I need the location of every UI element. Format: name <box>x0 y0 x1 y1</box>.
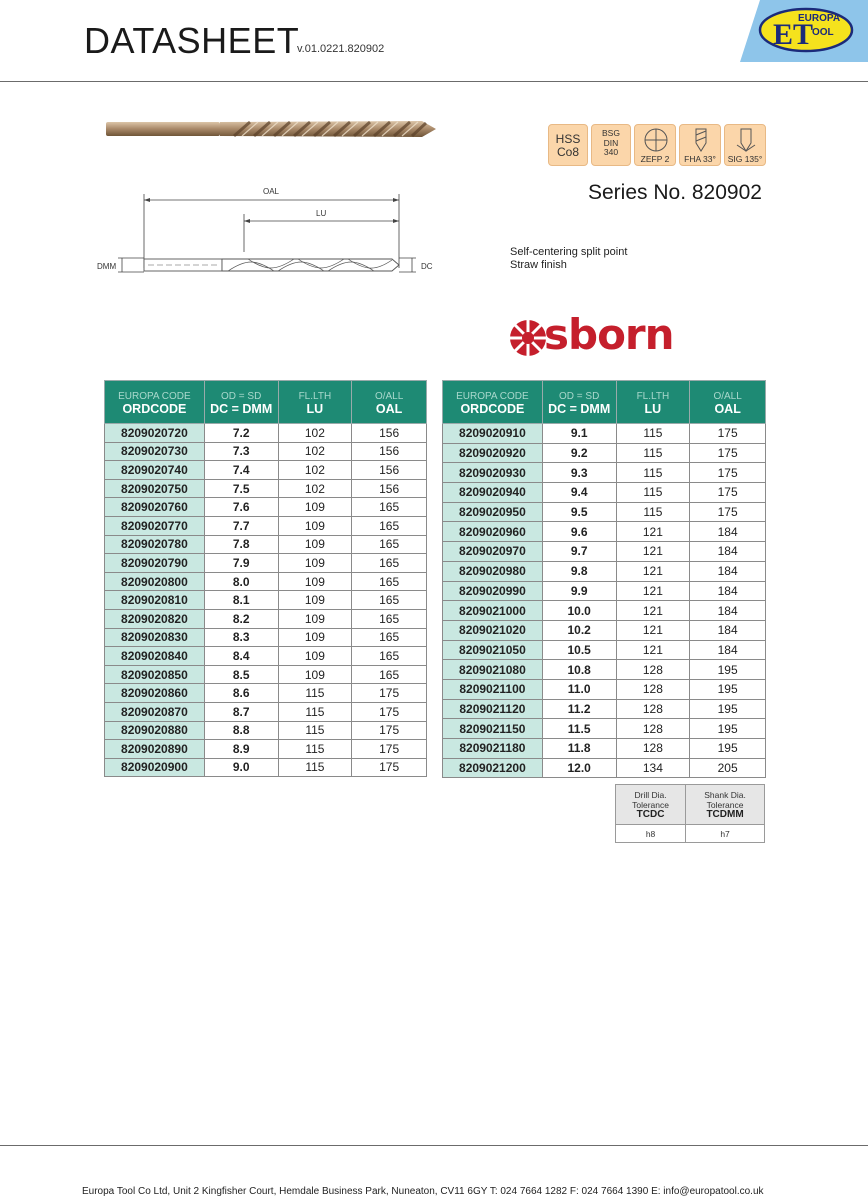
diameter-cell: 8.5 <box>204 665 278 684</box>
diameter-cell: 7.9 <box>204 554 278 573</box>
overall-length-cell: 156 <box>352 442 427 461</box>
ordcode-cell: 8209020890 <box>105 740 205 759</box>
diameter-cell: 10.0 <box>542 601 616 621</box>
ordcode-cell: 8209020960 <box>443 522 543 542</box>
diameter-cell: 9.2 <box>542 443 616 463</box>
ordcode-cell: 8209020740 <box>105 461 205 480</box>
flute-length-cell: 109 <box>278 498 352 517</box>
europa-tool-logo <box>740 0 868 62</box>
flute-length-cell: 121 <box>616 640 690 660</box>
flute-length-cell: 115 <box>278 721 352 740</box>
overall-length-cell: 165 <box>352 535 427 554</box>
diameter-cell: 8.7 <box>204 702 278 721</box>
diameter-cell: 9.0 <box>204 758 278 777</box>
table-row <box>105 554 427 573</box>
overall-length-cell: 175 <box>690 463 766 483</box>
overall-length-cell: 165 <box>352 628 427 647</box>
overall-length-cell: 165 <box>352 498 427 517</box>
diameter-cell: 7.8 <box>204 535 278 554</box>
flute-length-cell: 128 <box>616 739 690 759</box>
flute-length-cell: 128 <box>616 719 690 739</box>
table-row <box>443 699 766 719</box>
diameter-cell: 12.0 <box>542 758 616 778</box>
tolerance-table <box>615 784 765 843</box>
diameter-cell: 9.4 <box>542 483 616 503</box>
ordcode-cell: 8209020850 <box>105 665 205 684</box>
ordcode-cell: 8209020990 <box>443 581 543 601</box>
overall-length-cell: 156 <box>352 479 427 498</box>
table-row <box>105 516 427 535</box>
overall-length-cell: 175 <box>352 684 427 703</box>
overall-length-cell: 156 <box>352 461 427 480</box>
flute-length-cell: 115 <box>616 483 690 503</box>
table-row <box>105 572 427 591</box>
table-row <box>105 498 427 517</box>
flute-length-cell: 115 <box>278 702 352 721</box>
hss-co8-icon: HSS Co8 <box>548 124 588 166</box>
drill-dia-tolerance-value: h8 <box>616 825 686 843</box>
osborn-emblem-icon <box>508 316 548 360</box>
table-row <box>443 443 766 463</box>
overall-length-cell: 205 <box>690 758 766 778</box>
flute-length-cell: 128 <box>616 699 690 719</box>
col-header-overall-length: O/ALL OAL <box>352 381 427 424</box>
diameter-cell: 8.3 <box>204 628 278 647</box>
overall-length-cell: 195 <box>690 699 766 719</box>
overall-length-cell: 184 <box>690 542 766 562</box>
ordcode-cell: 8209020750 <box>105 479 205 498</box>
oal-label: OAL <box>263 187 280 196</box>
table-row <box>105 461 427 480</box>
table-row <box>105 424 427 443</box>
osborn-logo <box>508 310 680 362</box>
flute-length-cell: 121 <box>616 620 690 640</box>
overall-length-cell: 184 <box>690 620 766 640</box>
diameter-cell: 8.0 <box>204 572 278 591</box>
table-row <box>105 665 427 684</box>
overall-length-cell: 175 <box>690 502 766 522</box>
ordcode-cell: 8209020950 <box>443 502 543 522</box>
table-row <box>105 721 427 740</box>
flute-length-cell: 109 <box>278 572 352 591</box>
ordcode-cell: 8209020820 <box>105 609 205 628</box>
table-row <box>443 620 766 640</box>
ordcode-cell: 8209020770 <box>105 516 205 535</box>
flute-length-cell: 121 <box>616 561 690 581</box>
flute-length-cell: 102 <box>278 461 352 480</box>
col-header-ordcode: EUROPA CODE ORDCODE <box>105 381 205 424</box>
table-row <box>443 660 766 680</box>
flute-length-cell: 109 <box>278 665 352 684</box>
flute-length-cell: 109 <box>278 647 352 666</box>
ordcode-cell: 8209020730 <box>105 442 205 461</box>
overall-length-cell: 165 <box>352 591 427 610</box>
overall-length-cell: 165 <box>352 554 427 573</box>
flute-length-cell: 109 <box>278 591 352 610</box>
logo-europa-text: EUROPA <box>798 13 841 24</box>
ordcode-cell: 8209020930 <box>443 463 543 483</box>
feature-list <box>510 246 627 272</box>
ordcode-cell: 8209020980 <box>443 561 543 581</box>
document-version: v.01.0221.820902 <box>297 43 385 55</box>
overall-length-cell: 184 <box>690 522 766 542</box>
diameter-cell: 7.3 <box>204 442 278 461</box>
ordcode-cell: 8209020900 <box>105 758 205 777</box>
diameter-cell: 10.5 <box>542 640 616 660</box>
shank-dia-tolerance-header: Shank Dia. Tolerance TCDMM <box>686 785 765 825</box>
overall-length-cell: 175 <box>690 443 766 463</box>
diameter-cell: 9.7 <box>542 542 616 562</box>
table-row <box>443 424 766 444</box>
drill-bit-image <box>104 116 438 142</box>
overall-length-cell: 165 <box>352 516 427 535</box>
ordcode-cell: 8209020790 <box>105 554 205 573</box>
flute-length-cell: 121 <box>616 601 690 621</box>
diameter-cell: 11.5 <box>542 719 616 739</box>
flute-length-cell: 115 <box>278 740 352 759</box>
ordcode-cell: 8209020880 <box>105 721 205 740</box>
diameter-cell: 9.5 <box>542 502 616 522</box>
diameter-cell: 9.1 <box>542 424 616 444</box>
flute-length-cell: 115 <box>616 443 690 463</box>
overall-length-cell: 165 <box>352 647 427 666</box>
table-row <box>443 739 766 759</box>
diameter-cell: 9.3 <box>542 463 616 483</box>
overall-length-cell: 165 <box>352 609 427 628</box>
diameter-cell: 7.2 <box>204 424 278 443</box>
col-header-ordcode: EUROPA CODE ORDCODE <box>443 381 543 424</box>
col-header-flute-length: FL.LTH LU <box>278 381 352 424</box>
table-row <box>443 581 766 601</box>
overall-length-cell: 165 <box>352 665 427 684</box>
diameter-cell: 7.5 <box>204 479 278 498</box>
diameter-cell: 11.2 <box>542 699 616 719</box>
flute-length-cell: 115 <box>278 758 352 777</box>
footer-contact: Europa Tool Co Ltd, Unit 2 Kingfisher Court, Hemdale Business Park, Nuneaton, CV11 6GY T: 024 7664 1282 F: 024 7664 1390 E: info@europatool.co.uk <box>82 1186 764 1197</box>
flute-length-cell: 102 <box>278 424 352 443</box>
ordcode-cell: 8209020800 <box>105 572 205 591</box>
flute-length-cell: 102 <box>278 479 352 498</box>
flute-length-cell: 134 <box>616 758 690 778</box>
shank-dia-tolerance-value: h7 <box>686 825 765 843</box>
table-row <box>443 640 766 660</box>
table-row <box>443 758 766 778</box>
ordcode-cell: 8209020760 <box>105 498 205 517</box>
col-header-diameter: OD = SD DC = DMM <box>204 381 278 424</box>
overall-length-cell: 156 <box>352 424 427 443</box>
ordcode-cell: 8209021100 <box>443 679 543 699</box>
diameter-cell: 11.0 <box>542 679 616 699</box>
table-row <box>443 719 766 739</box>
diameter-cell: 7.6 <box>204 498 278 517</box>
sig-icon: SIG 135° <box>724 124 766 166</box>
table-row <box>105 628 427 647</box>
table-row <box>105 442 427 461</box>
diameter-cell: 8.1 <box>204 591 278 610</box>
col-header-diameter: OD = SD DC = DMM <box>542 381 616 424</box>
drill-dia-tolerance-header: Drill Dia. Tolerance TCDC <box>616 785 686 825</box>
flute-length-cell: 128 <box>616 679 690 699</box>
overall-length-cell: 175 <box>352 758 427 777</box>
diameter-cell: 10.8 <box>542 660 616 680</box>
spec-icons <box>548 124 766 166</box>
ordcode-cell: 8209020870 <box>105 702 205 721</box>
flute-length-cell: 109 <box>278 609 352 628</box>
page-title: DATASHEET <box>84 20 300 61</box>
ordcode-cell: 8209020860 <box>105 684 205 703</box>
table-row <box>443 542 766 562</box>
ordcode-cell: 8209021120 <box>443 699 543 719</box>
flute-length-cell: 128 <box>616 660 690 680</box>
feature-item: Self-centering split point <box>510 246 628 258</box>
table-row <box>105 740 427 759</box>
dc-label: DC <box>421 262 433 271</box>
table-row <box>443 463 766 483</box>
overall-length-cell: 184 <box>690 581 766 601</box>
flute-length-cell: 115 <box>278 684 352 703</box>
feature-item: Straw finish <box>510 259 567 271</box>
flute-length-cell: 109 <box>278 516 352 535</box>
diameter-cell: 11.8 <box>542 739 616 759</box>
table-row <box>105 535 427 554</box>
flute-length-cell: 115 <box>616 463 690 483</box>
diameter-cell: 8.4 <box>204 647 278 666</box>
flute-length-cell: 115 <box>616 424 690 444</box>
overall-length-cell: 195 <box>690 739 766 759</box>
overall-length-cell: 184 <box>690 561 766 581</box>
ordcode-cell: 8209021180 <box>443 739 543 759</box>
overall-length-cell: 165 <box>352 572 427 591</box>
flute-length-cell: 102 <box>278 442 352 461</box>
flute-length-cell: 115 <box>616 502 690 522</box>
overall-length-cell: 184 <box>690 640 766 660</box>
table-row <box>443 483 766 503</box>
table-row <box>443 561 766 581</box>
ordcode-cell: 8209020720 <box>105 424 205 443</box>
ordcode-cell: 8209021080 <box>443 660 543 680</box>
ordcode-cell: 8209020970 <box>443 542 543 562</box>
table-row <box>105 591 427 610</box>
flute-length-cell: 109 <box>278 535 352 554</box>
col-header-flute-length: FL.LTH LU <box>616 381 690 424</box>
ordcode-cell: 8209020920 <box>443 443 543 463</box>
overall-length-cell: 175 <box>690 424 766 444</box>
footer-divider <box>0 1145 868 1146</box>
diameter-cell: 7.4 <box>204 461 278 480</box>
diameter-cell: 9.9 <box>542 581 616 601</box>
table-row <box>105 684 427 703</box>
ordcode-cell: 8209020780 <box>105 535 205 554</box>
ordcode-cell: 8209021020 <box>443 620 543 640</box>
flute-length-cell: 121 <box>616 522 690 542</box>
diameter-cell: 8.2 <box>204 609 278 628</box>
overall-length-cell: 175 <box>352 702 427 721</box>
drill-spec-table-left <box>104 380 427 777</box>
overall-length-cell: 175 <box>690 483 766 503</box>
series-number: Series No. 820902 <box>588 181 762 204</box>
ordcode-cell: 8209020910 <box>443 424 543 444</box>
osborn-wordmark: sborn <box>544 310 674 359</box>
table-row <box>443 502 766 522</box>
table-row <box>443 679 766 699</box>
diameter-cell: 10.2 <box>542 620 616 640</box>
diameter-cell: 8.8 <box>204 721 278 740</box>
col-header-overall-length: O/ALL OAL <box>690 381 766 424</box>
diameter-cell: 8.6 <box>204 684 278 703</box>
bsg-din-icon: BSG DIN 340 <box>591 124 631 166</box>
ordcode-cell: 8209021200 <box>443 758 543 778</box>
table-row <box>443 601 766 621</box>
overall-length-cell: 195 <box>690 719 766 739</box>
overall-length-cell: 175 <box>352 721 427 740</box>
fha-icon: FHA 33° <box>679 124 721 166</box>
overall-length-cell: 195 <box>690 679 766 699</box>
table-row <box>105 702 427 721</box>
flute-length-cell: 109 <box>278 554 352 573</box>
ordcode-cell: 8209021050 <box>443 640 543 660</box>
logo-ool-text: OOL <box>812 27 834 38</box>
ordcode-cell: 8209020840 <box>105 647 205 666</box>
overall-length-cell: 195 <box>690 660 766 680</box>
ordcode-cell: 8209021000 <box>443 601 543 621</box>
drill-spec-table-right <box>442 380 766 778</box>
flute-length-cell: 121 <box>616 581 690 601</box>
flute-length-cell: 121 <box>616 542 690 562</box>
ordcode-cell: 8209021150 <box>443 719 543 739</box>
ordcode-cell: 8209020810 <box>105 591 205 610</box>
dmm-label: DMM <box>97 262 117 271</box>
table-row <box>443 522 766 542</box>
diameter-cell: 8.9 <box>204 740 278 759</box>
flute-length-cell: 109 <box>278 628 352 647</box>
dimension-drawing <box>96 184 442 284</box>
zefp-icon: ZEFP 2 <box>634 124 676 166</box>
diameter-cell: 9.6 <box>542 522 616 542</box>
diameter-cell: 7.7 <box>204 516 278 535</box>
lu-label: LU <box>316 209 327 218</box>
diameter-cell: 9.8 <box>542 561 616 581</box>
ordcode-cell: 8209020940 <box>443 483 543 503</box>
ordcode-cell: 8209020830 <box>105 628 205 647</box>
table-row <box>105 758 427 777</box>
table-row <box>105 609 427 628</box>
header-divider <box>0 81 868 82</box>
logo-et-text: ET <box>773 18 814 51</box>
table-row <box>105 647 427 666</box>
overall-length-cell: 184 <box>690 601 766 621</box>
table-row <box>105 479 427 498</box>
overall-length-cell: 175 <box>352 740 427 759</box>
